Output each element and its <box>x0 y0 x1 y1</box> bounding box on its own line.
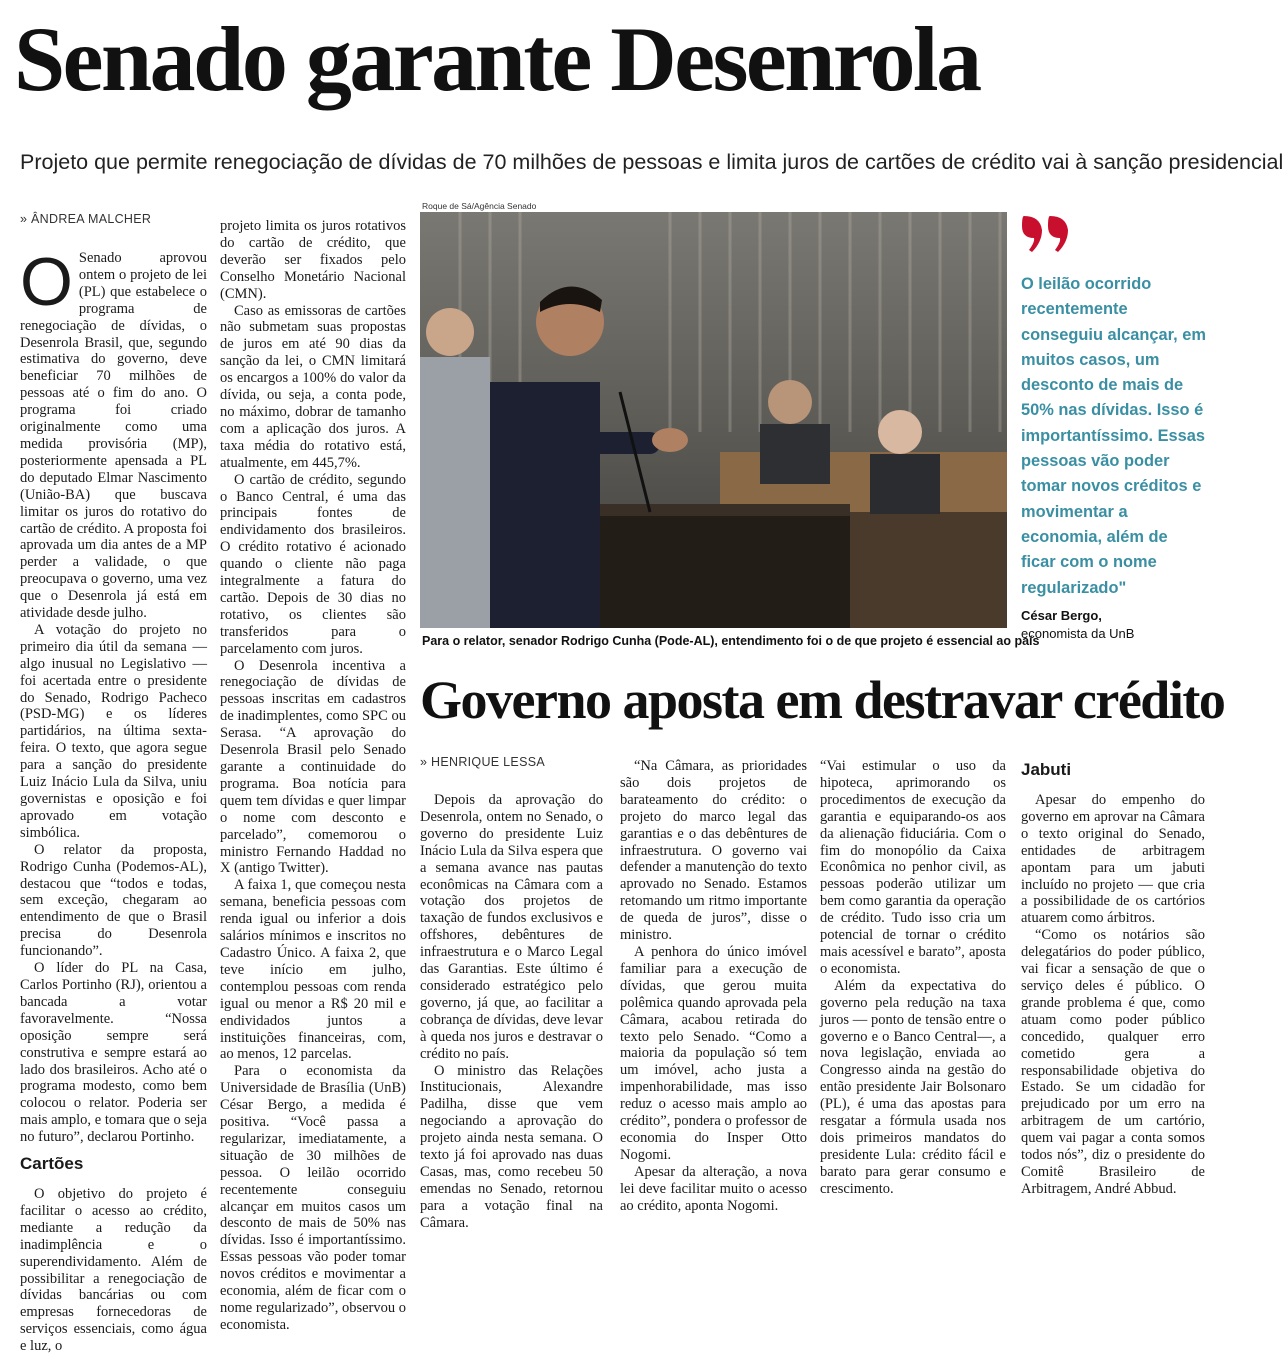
article2-column-3 <box>820 758 1006 1197</box>
paragraph: O cartão de crédito, segundo o Banco Central, é uma das principais fontes de endividamento dos brasileiros. O crédito rotativo é acionado quando o cliente não paga integralmente a fatura do cartão. Depois de 30 dias no rotativo, os clientes são transferidos para o parcelamento com juros. <box>220 471 406 657</box>
paragraph: O relator da proposta, Rodrigo Cunha (Podemos-AL), destacou que “todos e todas, sem exceção, chegaram ao entendimento de que o Brasil precisa do Desenrola funcionando”. <box>20 841 207 960</box>
paragraph: A votação do projeto no primeiro dia útil da semana — algo inusual no Legislativo — foi acertada entre o presidente do Senado, Rodrigo Pacheco (PSD-MG) e os líderes partidários, na última sexta-feira. O texto, que agora segue para a sanção do presidente Luiz Inácio Lula da Silva, uniu governistas e oposição e foi aprovado em votação simbólica. <box>20 621 207 841</box>
pull-quote-author <box>1021 607 1134 643</box>
section-subhead: Cartões <box>20 1154 84 1174</box>
author-role: economista da UnB <box>1021 626 1135 641</box>
article2-column-1 <box>420 792 603 1231</box>
paragraph: Apesar do empenho do governo em aprovar na Câmara o texto original do Senado, entidades de arbitragem apontam para um jabuti incluído no projeto — que cria a possibilidade de os cartórios atuarem como árbitros. <box>1021 792 1205 927</box>
photo-caption: Para o relator, senador Rodrigo Cunha (Pode-AL), entendimento foi o de que projeto é essencial ao país <box>422 634 1040 648</box>
quote-mark-icon <box>1020 212 1100 256</box>
paragraph: Depois da aprovação do Desenrola, ontem no Senado, o governo do presidente Luiz Inácio Lula da Silva espera que a semana avance nas pautas econômicas na Câmara com a votação dos projetos de taxação de fundos exclusivos e offshores, debêntures de infraestrutura e o Marco Legal das Garantias. Este último é considerado estratégico pelo governo, já que, ao facilitar a cobrança de dívidas, deve levar à queda nos juros e destravar o crédito no país. <box>420 792 603 1062</box>
sub-headline: Projeto que permite renegociação de dívidas de 70 milhões de pessoas e limita juros de cartões de crédito vai à sanção presidencial <box>20 150 1283 174</box>
article2-column-2 <box>620 758 807 1214</box>
photo-credit: Roque de Sá/Agência Senado <box>422 201 537 211</box>
pull-quote: O leilão ocorrido recentemente conseguiu alcançar, em muitos casos, um desconto de mais de 50% nas dívidas. Isso é importantíssimo. Essas pessoas vão poder tomar novos créditos e movimentar a economia, além de ficar com o nome regularizado" <box>1021 275 1206 597</box>
drop-cap: O <box>20 244 73 320</box>
paragraph: Além da expectativa do governo pela redução na taxa juros — ponto de tensão entre o governo e o Banco Central—, a nova legislação, enviada ao Congresso ainda na gestão do então presidente Jair Bolsonaro (PL), é uma das apostas para resgatar a fórmula usada nos dois primeiros mandatos do presidente Lula: crédito fácil e barato para gerar consumo e crescimento. <box>820 977 1006 1197</box>
article-column-1 <box>20 244 207 1355</box>
paragraph: O líder do PL na Casa, Carlos Portinho (RJ), orientou a bancada a votar favoravelmente. “Nossa oposição sempre será construtiva e sempre estará ao lado dos brasileiros. Acho até o programa modesto, como bem colocou o relator. Poderia ser mais amplo, e tomara que o seja no futuro”, declarou Portinho. <box>20 960 207 1146</box>
paragraph: “Vai estimular o uso da hipoteca, aprimorando os procedimentos de execução da garantia e equiparando-os aos da alienação fiduciária. Com o fim do monopólio da Caixa Econômica no penhor civil, as pessoas poderão utilizar um bem como garantia da operação de crédito. Tudo isso cria um potencial de tornar o crédito mais acessível e barato”, aposta o economista. <box>820 758 1006 977</box>
paragraph: A penhora do único imóvel familiar para a execução de dívidas, que gerou muita polêmica quando aprovada pela Câmara, acabou retirada do texto pelo Senado. “Como a maioria da população só tem um imóvel, acho justa a impenhorabilidade, mas isso reduz o acesso mais amplo ao crédito”, pondera o professor de economia do Insper Otto Nogomi. <box>620 943 807 1163</box>
paragraph: Senado aprovou ontem o projeto de lei (PL) que estabelece o programa de renegociação de dívidas, o Desenrola Brasil, que, segundo estimativa do governo, deve beneficiar 70 milhões de pessoas até o fim do ano. O programa foi criado originalmente como uma medida provisória (MP), posteriormente apensada a PL do deputado Elmar Nascimento (União-BA) que buscava limitar os juros do rotativo do cartão de crédito. A proposta foi aprovada um dia antes de a MP perder a validade, o que preocupava o governo, uma vez que o Desenrola já está em atividade desde julho. <box>20 250 207 622</box>
paragraph: Apesar da alteração, a nova lei deve facilitar muito o acesso ao crédito, aponta Nogomi. <box>620 1163 807 1214</box>
paragraph: Para o economista da Universidade de Brasília (UnB) César Bergo, a medida é positiva. “Você passa a regularizar, imediatamente, a situação de 30 milhões de pessoa. O leilão ocorrido recentemente conseguiu alcançar em muitos casos um desconto de mais de 50% nas dívidas. Isso é importantíssimo. Essas pessoas vão poder tomar novos créditos e movimentar a economia, além de ficar com o nome regularizado”, observou o economista. <box>220 1063 407 1333</box>
paragraph: projeto limita os juros rotativos do cartão de crédito, que deverão ser fixados pelo Conselho Monetário Nacional (CMN). <box>220 218 406 302</box>
byline: » ÂNDREA MALCHER <box>20 212 152 226</box>
paragraph: “Como os notários são delegatários do poder público, vai ficar a sensação de que o serviço deles é público. O grande problema é que, como atuam como poder público concedido, qualquer erro cometido gera a responsabilidade objetiva do Estado. Se um cidadão for prejudicado por um erro na arbitragem de um cartório, quem vai pagar a conta somos todos nós”, diz o presidente do Comitê Brasileiro de Arbitragem, André Abbud. <box>1021 927 1205 1197</box>
photo-illustration <box>420 212 1007 628</box>
paragraph: Caso as emissoras de cartões não submetam suas propostas de juros em até 90 dias da sanção da lei, o CMN limitará os encargos a 100% do valor da dívida, ou seja, a conta pode, no máximo, dobrar de tamanho com a aplicação dos juros. A taxa média do rotativo está, atualmente, em 445,7%. <box>220 302 406 471</box>
news-photo <box>420 212 1007 628</box>
secondary-headline: Governo aposta em destravar crédito <box>420 670 1225 730</box>
main-headline: Senado garante Desenrola <box>14 8 980 110</box>
paragraph: O Desenrola incentiva a renegociação de dívidas de pessoas inscritas em cadastros de inadimplentes, como SPC ou Serasa. “A aprovação do Desenrola Brasil pelo Senado garante a continuidade do programa. Boa notícia para quem tem dívidas e quer limpar o nome com desconto e parcelado”, comemorou o ministro Fernando Haddad no X (antigo Twitter). <box>220 657 406 877</box>
article2-column-4 <box>1021 752 1205 1197</box>
paragraph: A faixa 1, que começou nesta semana, beneficia pessoas com renda igual ou inferior a dois salários mínimos e inscritos no Cadastro Único. A faixa 2, que teve início em julho, contemplou pessoas com renda igual ou menor a R$ 20 mil e endividados juntos a instituições financeiras, com, ao menos, 12 parcelas. <box>220 877 406 1063</box>
byline: » HENRIQUE LESSA <box>420 755 545 769</box>
article-column-2 <box>220 218 407 1333</box>
paragraph: “Na Câmara, as prioridades são dois projetos de barateamento do crédito: o projeto do marco legal das garantias e o das debêntures de infraestrutura. O governo vai defender a manutenção do texto aprovado no Senado. Estamos retomando um ritmo importante de queda de juros”, disse o ministro. <box>620 758 807 944</box>
paragraph: O objetivo do projeto é facilitar o acesso ao crédito, mediante a redução da inadimplência e o superendividamento. Além de possibilitar a renegociação de dívidas bancárias ou com empresas fornecedoras de serviços essenciais, como água e luz, o <box>20 1186 207 1355</box>
author-name: César Bergo, <box>1021 608 1102 623</box>
paragraph: O ministro das Relações Institucionais, Alexandre Padilha, disse que vem negociando a aprovação do projeto ainda nesta semana. O texto já foi aprovado nas duas Casas, mas, como recebeu 50 emendas no Senado, retornou para a votação final na Câmara. <box>420 1062 603 1231</box>
section-subhead: Jabuti <box>1021 760 1072 779</box>
